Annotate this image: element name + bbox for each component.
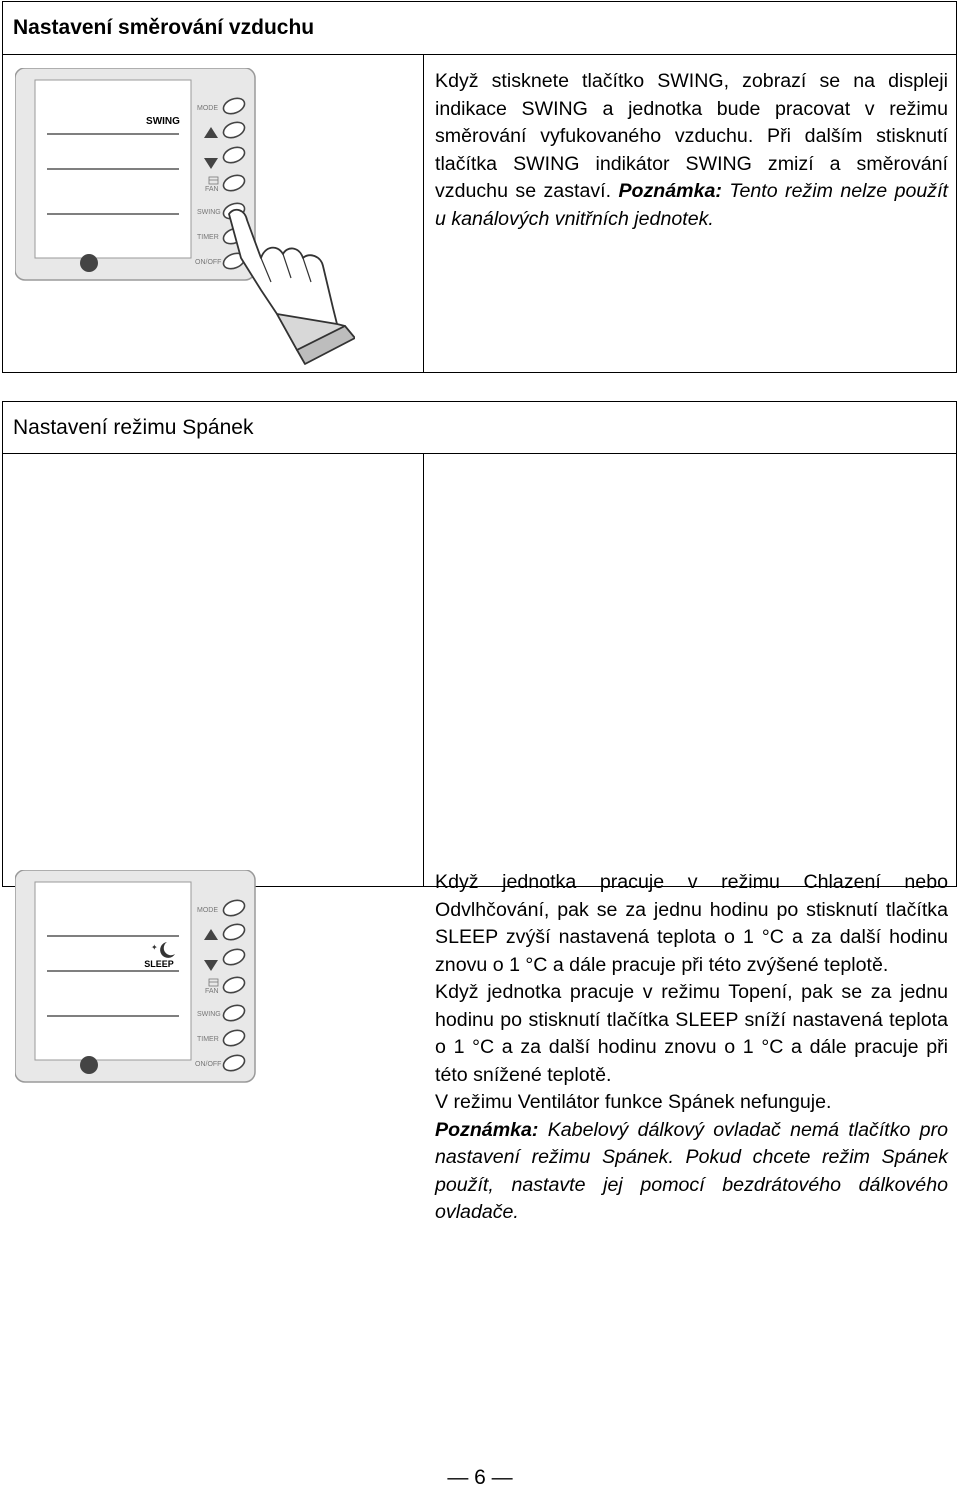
onoff-label: ON/OFF	[195, 259, 222, 266]
onoff-label: ON/OFF	[195, 1061, 222, 1068]
sleep-paragraph-fan: V režimu Ventilátor funkce Spánek nefunguje.	[435, 1091, 832, 1113]
swing-label: SWING	[197, 1011, 221, 1018]
note-text: Tento režim nelze použít u kanálových vnitřních jednotek.	[435, 180, 948, 230]
page-number: — 6 —	[447, 1466, 513, 1489]
section-title-swing: Nastavení směrování vzduchu	[3, 2, 956, 55]
svg-text:✦: ✦	[151, 943, 158, 952]
sleep-paragraph-heating: Když jednotka pracuje v režimu Topení, pak se za jednu hodinu po stisknutí tlačítka SLEEP sníží nastavená teplota o 1 °C a za další hodinu znovu o 1 °C a dále pracuje při této snížené teplotě.	[435, 981, 948, 1086]
swing-body-text: Když stisknete tlačítko SWING, zobrazí se na displeji indikace SWING a jednotka bude pracovat v režimu směrování vyfukovaného vzduchu. Při dalším stisknutí tlačítka SWING indikátor SWING zmizí a směrování vzduchu se zastaví.	[435, 70, 948, 202]
swing-label: SWING	[197, 209, 221, 216]
remote-illustration-sleep	[15, 870, 265, 1090]
pointing-hand-icon	[229, 210, 355, 364]
sleep-paragraph-cooling: Když jednotka pracuje v režimu Chlazení nebo Odvlhčování, pak se za jednu hodinu po stisknutí tlačítka SLEEP zvýší nastavená teplota o 1 °C a za další hodinu znovu o 1 °C a dále pracuje při této zvýšené teplotě.	[435, 871, 948, 976]
swing-description	[435, 68, 948, 233]
note-text: Kabelový dálkový ovladač nemá tlačítko pro nastavení režimu Spánek. Pokud chcete režim Spánek použít, nastavte jej pomocí bezdrátového dálkového ovladače.	[435, 1118, 948, 1223]
status-led	[80, 1056, 98, 1074]
swing-section	[2, 1, 957, 373]
mode-label: MODE	[197, 105, 218, 112]
column-divider	[423, 55, 424, 372]
mode-label: MODE	[197, 907, 218, 914]
display-sleep-indicator: SLEEP	[144, 959, 174, 969]
status-led	[80, 254, 98, 272]
sleep-description	[435, 869, 948, 1227]
section-title-sleep: Nastavení režimu Spánek	[3, 402, 956, 454]
column-divider	[423, 454, 424, 886]
sleep-section	[2, 401, 957, 1223]
fan-label: FAN	[205, 186, 219, 193]
timer-label: TIMER	[197, 234, 219, 241]
fan-label: FAN	[205, 988, 219, 995]
timer-label: TIMER	[197, 1036, 219, 1043]
display-swing-indicator: SWING	[146, 116, 180, 127]
note-label: Poznámka:	[618, 180, 722, 202]
remote-illustration-swing	[15, 68, 355, 368]
note-label: Poznámka:	[435, 1118, 539, 1141]
